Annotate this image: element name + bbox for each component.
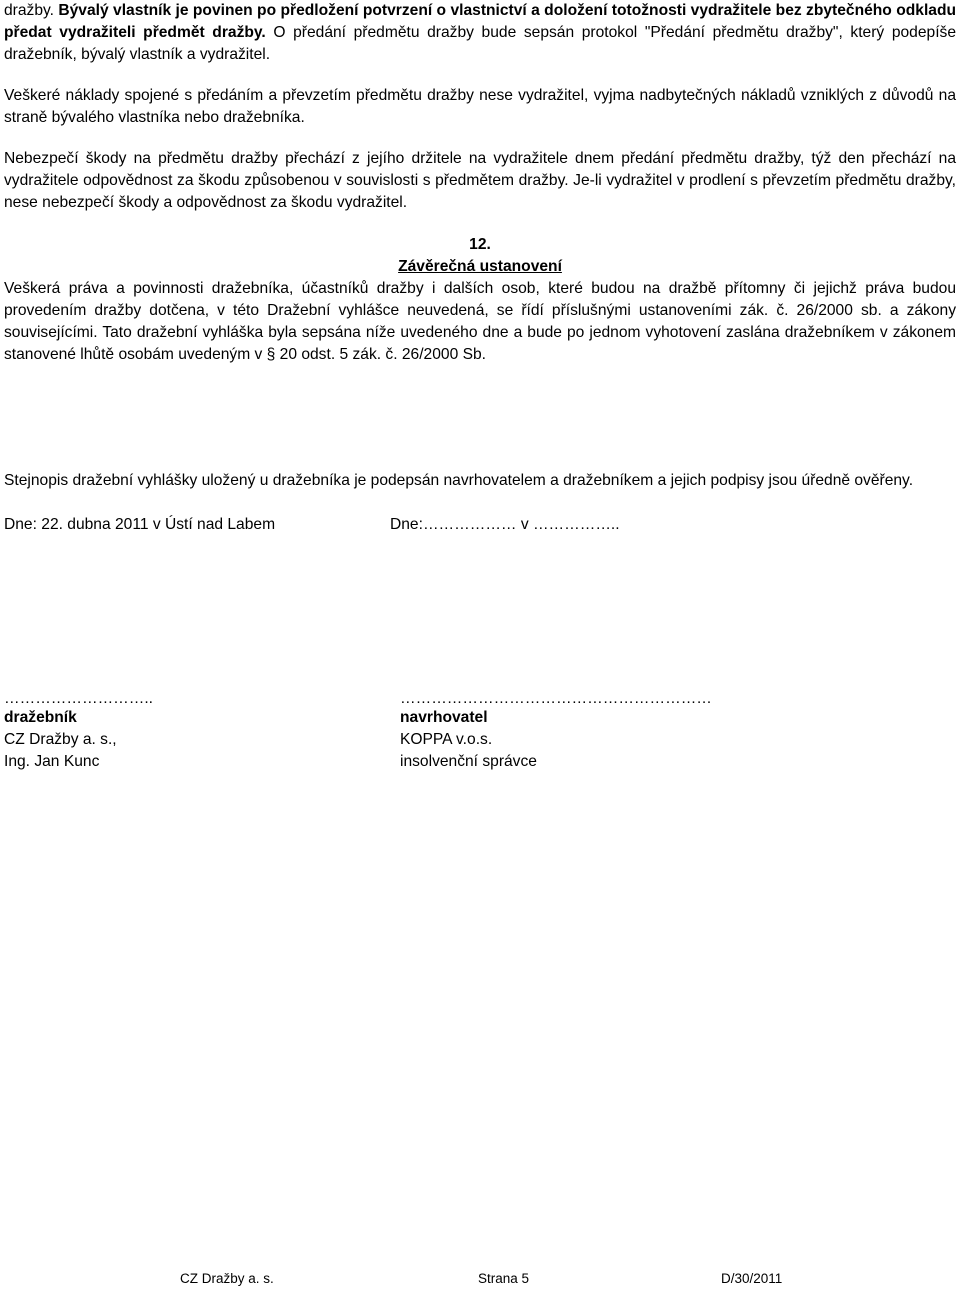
handover-paragraph: [4, 0, 956, 66]
signature-name-left: Ing. Jan Kunc: [4, 753, 100, 770]
signature-role-auctioneer: dražebník: [4, 709, 77, 726]
signature-line-left: ………………………..: [4, 690, 154, 707]
footer-document-id: D/30/2011: [721, 1271, 783, 1286]
damage-risk-paragraph: Nebezpečí škody na předmětu dražby přechází z jejího držitele na vydražitele dnem předání předmětu dražby, týž den přechází na vydražitele odpovědnost za škodu způsobenou v souvislosti s předmětem dražby. Je-li vydražitel v prodlení s převzetím předmětu dražby, nese nebezpečí škody a odpovědnost za škodu vydražitel.: [4, 150, 956, 211]
handover-lead-text: dražby.: [4, 2, 59, 19]
signature-org-right: KOPPA v.o.s.: [400, 731, 493, 748]
section-number: 12.: [469, 236, 491, 253]
section-title: Závěrečná ustanovení: [398, 258, 562, 275]
copy-note-paragraph: Stejnopis dražební vyhlášky uložený u dražebníka je podepsán navrhovatelem a dražebníkem a jejich podpisy jsou úředně ověřeny.: [4, 472, 914, 489]
footer-page-number: Strana 5: [478, 1271, 530, 1286]
handover-bold-text: Bývalý vlastník je povinen po předložení potvrzení o vlastnictví a doložení totožnosti vydražitele bez zbytečného odkladu předat vydražiteli předmět dražby.: [4, 2, 956, 41]
final-provisions-paragraph: Veškerá práva a povinnosti dražebníka, účastníků dražby i dalších osob, které budou na dražbě přítomny či jejichž práva budou provedením dražby dotčena, v této Dražební vyhlášce neuvedená, se řídí příslušnými ustanoveními zák. č. 26/2000 sb. a zákony souvisejícími. Tato dražební vyhláška byla sepsána níže uvedeného dne a bude po jednom vyhotovení zaslána dražebníkem v zákonem stanovené lhůtě osobám uvedeným v § 20 odst. 5 zák. č. 26/2000 Sb.: [4, 280, 956, 363]
date-place-right: Dne:……………… v ……………..: [390, 516, 620, 533]
footer-company: CZ Dražby a. s.: [180, 1271, 274, 1286]
signature-role-proposer: navrhovatel: [400, 709, 488, 726]
signature-name-right: insolvenční správce: [400, 753, 537, 770]
handover-rest-text: O předání předmětu dražby bude sepsán protokol "Předání předmětu dražby", který podepíše dražebník, bývalý vlastník a vydražitel.: [4, 24, 956, 63]
signature-org-left: CZ Dražby a. s.,: [4, 731, 117, 748]
date-place-left: Dne: 22. dubna 2011 v Ústí nad Labem: [4, 516, 276, 533]
costs-paragraph: Veškeré náklady spojené s předáním a převzetím předmětu dražby nese vydražitel, vyjma nadbytečných nákladů vzniklých z důvodů na straně bývalého vlastníka nebo dražebníka.: [4, 87, 956, 126]
signature-line-right: ……………………………………………………: [400, 690, 712, 707]
